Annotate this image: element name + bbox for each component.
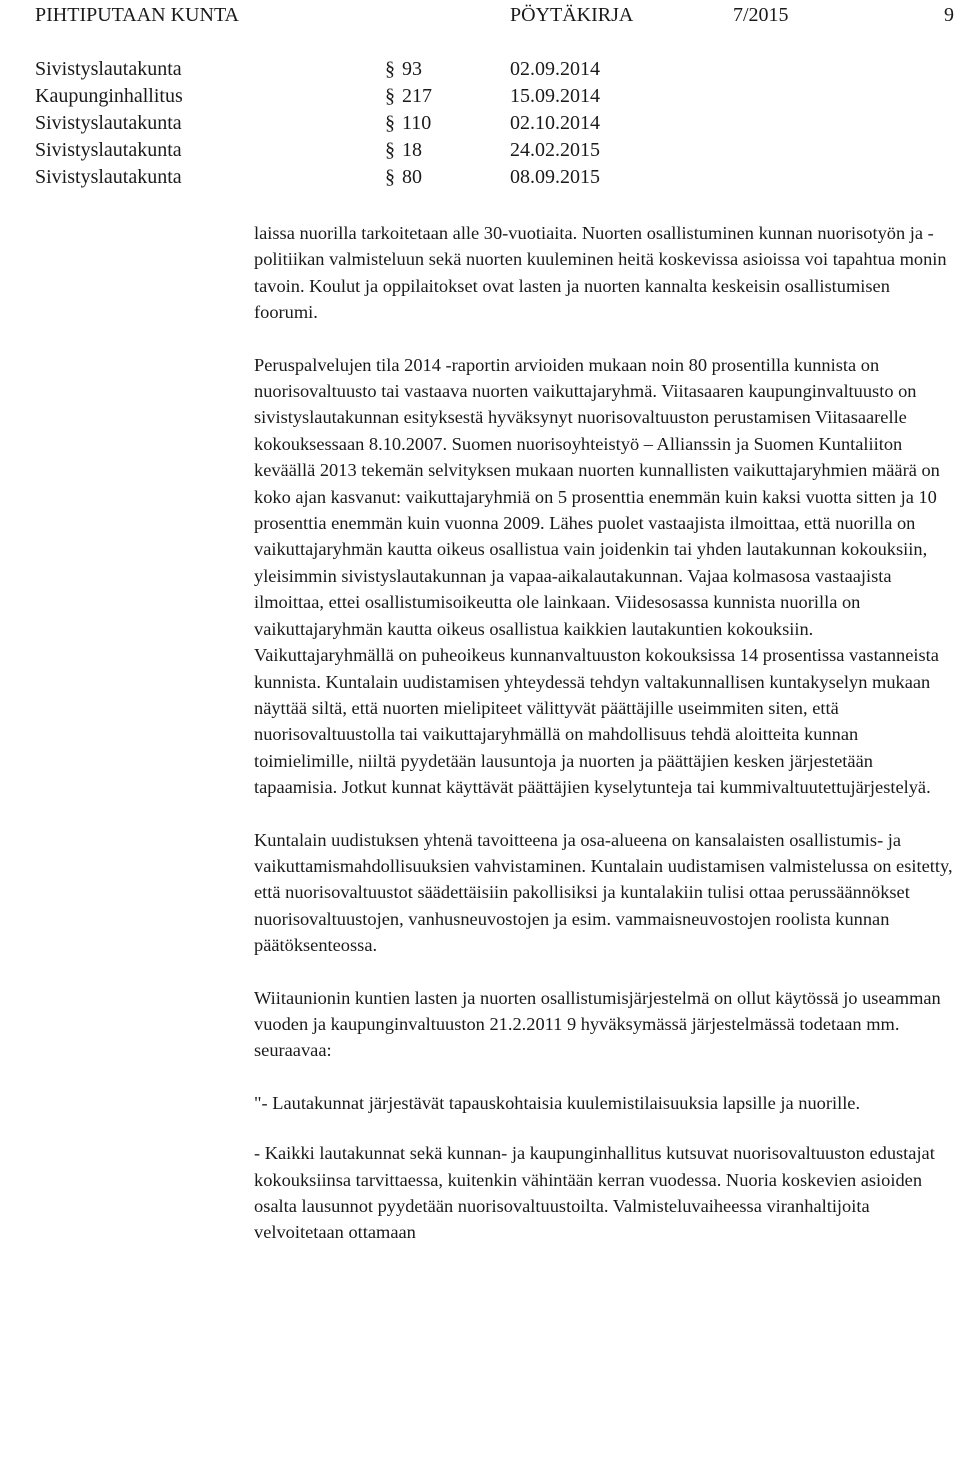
section-symbol: § (385, 139, 395, 161)
document-type: PÖYTÄKIRJA (510, 4, 634, 26)
section-number: 217 (402, 85, 432, 107)
reference-row (0, 83, 700, 110)
reference-row (0, 110, 700, 137)
body-text (254, 220, 954, 1272)
reference-date: 08.09.2015 (510, 166, 600, 188)
paragraph-youth-participation: laissa nuorilla tarkoitetaan alle 30-vuotiaita. Nuorten osallistuminen kunnan nuorisotyön ja -politiikan valmisteluun sekä nuorten kuuleminen heitä koskevissa asioissa voi tapahtua monin tavoin. Koulut ja oppilaitokset ovat lasten ja nuorten kannalta keskeisin osallistumisen foorumi. (254, 223, 947, 323)
section-number: 80 (402, 166, 422, 188)
paragraph-wiitaunioni-system: Wiitaunionin kuntien lasten ja nuorten osallistumisjärjestelmä on ollut käytössä jo useamman vuoden ja kaupunginvaltuuston 21.2.2011 9 hyväksymässä järjestelmässä todetaan mm. seuraavaa: (254, 987, 941, 1061)
reference-body: Sivistyslautakunta (35, 139, 182, 161)
reference-row (0, 164, 700, 191)
reference-body: Kaupunginhallitus (35, 85, 183, 107)
section-symbol: § (385, 112, 395, 134)
section-number: 110 (402, 112, 432, 134)
reference-date: 15.09.2014 (510, 85, 600, 107)
reference-body: Sivistyslautakunta (35, 58, 182, 80)
paragraph-basic-services-report: Peruspalvelujen tila 2014 -raportin arvioiden mukaan noin 80 prosentilla kunnista on nuorisovaltuusto tai vastaava nuorten vaikuttajaryhmä. Viitasaaren kaupunginvaltuusto on sivistyslautakunnan esityksestä hyväksynyt nuorisovaltuuston perustamisen Viitasaarelle kokouksessaan 8.10.2007. Suomen nuorisoyhteistyö – Allianssin ja Suomen Kuntaliiton keväällä 2013 tekemän selvityksen mukaan nuorten kunnallisten vaikuttajaryhmien määrä on koko ajan kasvanut: vaikuttajaryhmiä on 5 prosenttia enemmän kuin kaksi vuotta sitten ja 10 prosenttia enemmän kuin vuonna 2009. Lähes puolet vastaajista ilmoittaa, että nuorilla on vaikuttajaryhmän kautta oikeus osallistua vain joidenkin tai yhden lautakunnan kokouksiin, yleisimmin sivistyslautakunnan ja vapaa-aikalautakunnan. Vajaa kolmasosa vastaajista ilmoittaa, ettei osallistumisoikeutta ole lainkaan. Viidesosassa kunnista nuorilla on vaikuttajaryhmän kautta oikeus osallistua kaikkien lautakuntien kokouksiin. Vaikuttajaryhmällä on puheoikeus kunnanvaltuuston kokouksissa 14 prosentissa vastanneista kunnista. Kuntalain uudistamisen yhteydessä tehdyn valtakunnallisen kuntakyselyn mukaan näyttää siltä, että nuorten mielipiteet välittyvät päättäjille useimmiten siten, että nuorisovaltuustolla tai vaikuttajaryhmällä on mahdollisuus tehdä aloitteita kunnan toimielimille, niiltä pyydetään lausuntoja ja nuorten ja päättäjien kesken järjestetään tapaamisia. Jotkut kunnat käyttävät päättäjien kyselytunteja tai kummivaltuutettujärjestelyä. (254, 354, 940, 798)
reference-row (0, 56, 700, 83)
paragraph-municipal-act-reform: Kuntalain uudistuksen yhtenä tavoitteena ja osa-alueena on kansalaisten osallistumis- ja vaikuttamismahdollisuuksien vahvistaminen. Kuntalain uudistamisen valmistelussa on esitetty, että nuorisovaltuustot säädettäisiin pakollisiksi ja kuntalakiin tulisi ottaa perussäännökset nuorisovaltuustojen, vanhusneuvostojen ja esim. vammaisneuvostojen roolista kunnan päätöksenteossa. (254, 829, 953, 956)
section-symbol: § (385, 58, 395, 80)
quote-item-committees: - Kaikki lautakunnat sekä kunnan- ja kaupunginhallitus kutsuvat nuorisovaltuuston edustajat kokouksiinsa tarvittaessa, kuitenkin vähintään kerran vuodessa. Nuoria koskevien asioiden osalta lausunnot pyydetään nuorisovaltuustoilta. Valmisteluvaiheessa viranhaltijoita velvoitetaan ottamaan (254, 1143, 935, 1243)
reference-date: 24.02.2015 (510, 139, 600, 161)
municipality-name: PIHTIPUTAAN KUNTA (35, 4, 240, 26)
quote-item-hearings: "- Lautakunnat järjestävät tapauskohtaisia kuulemistilaisuuksia lapsille ja nuorille. (254, 1092, 861, 1113)
reference-body: Sivistyslautakunta (35, 166, 182, 188)
page-number: 9 (944, 4, 954, 26)
meeting-number: 7/2015 (733, 4, 789, 26)
page-header (0, 3, 960, 27)
reference-date: 02.10.2014 (510, 112, 600, 134)
reference-row (0, 137, 700, 164)
section-symbol: § (385, 85, 395, 107)
reference-date: 02.09.2014 (510, 58, 600, 80)
section-number: 93 (402, 58, 422, 80)
section-symbol: § (385, 166, 395, 188)
section-number: 18 (402, 139, 422, 161)
reference-body: Sivistyslautakunta (35, 112, 182, 134)
meeting-references (0, 56, 700, 191)
